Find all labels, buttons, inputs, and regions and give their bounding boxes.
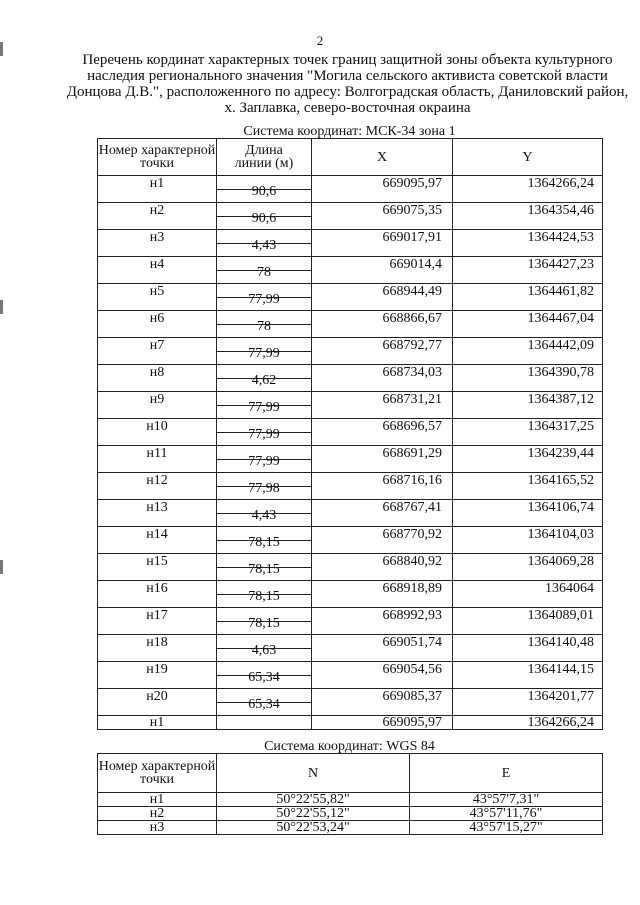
point-number-cell: н1	[98, 716, 217, 730]
line-length-value: 78,15	[248, 534, 280, 550]
point-number-cell: н6	[98, 311, 217, 338]
table-row	[98, 176, 603, 203]
table-row	[98, 392, 603, 419]
table-row	[98, 311, 603, 338]
line-length-cell	[217, 500, 312, 527]
point-number-cell: н16	[98, 581, 217, 608]
line-length-value: 77,99	[248, 453, 280, 469]
point-number-cell: н17	[98, 608, 217, 635]
table-row	[98, 365, 603, 392]
table-row	[98, 807, 603, 821]
header-point-number: Номер характерной точки	[98, 754, 217, 793]
line-length-value: 4,62	[251, 372, 277, 388]
x-coordinate-cell: 668866,67	[312, 311, 453, 338]
x-coordinate-cell: 668992,93	[312, 608, 453, 635]
coordinates-table-wgs84	[97, 753, 603, 835]
line-length-value: 78,15	[248, 615, 280, 631]
y-coordinate-cell: 1364390,78	[453, 365, 603, 392]
x-coordinate-cell: 668918,89	[312, 581, 453, 608]
y-coordinate-cell: 1364106,74	[453, 500, 603, 527]
point-number-cell: н2	[98, 807, 217, 821]
line-length-value: 77,98	[248, 480, 280, 496]
table-row	[98, 230, 603, 257]
table-row	[98, 500, 603, 527]
table-row	[98, 338, 603, 365]
point-number-cell: н2	[98, 203, 217, 230]
line-length-value: 78,15	[248, 561, 280, 577]
line-length-value: 78,15	[248, 588, 280, 604]
point-number-cell: н20	[98, 689, 217, 716]
table-row	[98, 284, 603, 311]
table-row	[98, 257, 603, 284]
table-row	[98, 527, 603, 554]
line-length-value: 78	[257, 264, 271, 280]
line-length-cell	[217, 608, 312, 635]
y-coordinate-cell: 1364467,04	[453, 311, 603, 338]
x-coordinate-cell: 668792,77	[312, 338, 453, 365]
line-length-value: 4,43	[251, 507, 277, 523]
line-length-value: 77,99	[248, 345, 280, 361]
table-row	[98, 554, 603, 581]
line-length-cell	[217, 446, 312, 473]
point-number-cell: н4	[98, 257, 217, 284]
page-number: 2	[316, 33, 324, 48]
line-length-value: 77,99	[248, 426, 280, 442]
line-length-cell	[217, 257, 312, 284]
x-coordinate-cell: 669095,97	[312, 716, 453, 730]
line-length-cell	[217, 527, 312, 554]
y-coordinate-cell: 1364427,23	[453, 257, 603, 284]
point-number-cell: н12	[98, 473, 217, 500]
x-coordinate-cell: 668696,57	[312, 419, 453, 446]
table-row	[98, 608, 603, 635]
x-coordinate-cell: 668767,41	[312, 500, 453, 527]
point-number-cell: н5	[98, 284, 217, 311]
point-number-cell: н14	[98, 527, 217, 554]
point-number-cell: н3	[98, 230, 217, 257]
longitude-cell: 43°57'11,76"	[410, 807, 603, 821]
table-row	[98, 473, 603, 500]
table-row	[98, 581, 603, 608]
latitude-cell: 50°22'55,12"	[217, 807, 410, 821]
coordinates-table-msk34	[97, 138, 603, 730]
x-coordinate-cell: 668944,49	[312, 284, 453, 311]
y-coordinate-cell: 1364201,77	[453, 689, 603, 716]
line-length-value: 4,43	[251, 237, 277, 253]
line-length-cell	[217, 581, 312, 608]
x-coordinate-cell: 668840,92	[312, 554, 453, 581]
line-length-value: 65,34	[248, 669, 280, 685]
line-length-cell	[217, 689, 312, 716]
y-coordinate-cell: 1364165,52	[453, 473, 603, 500]
header-e: E	[410, 754, 603, 793]
x-coordinate-cell: 668731,21	[312, 392, 453, 419]
line-length-cell	[217, 284, 312, 311]
table-row	[98, 446, 603, 473]
x-coordinate-cell: 668770,92	[312, 527, 453, 554]
line-length-cell	[217, 473, 312, 500]
margin-mark	[0, 560, 3, 574]
document-title: Перечень кординат характерных точек границ защитной зоны объекта культурного наследия регионального значения "Могила сельского активиста советской власти Донцова Д.В.", расположенного по адресу: Волгоградская область, Даниловский район, х. Заплавка, северо-восточная окраина	[66, 52, 629, 116]
line-length-cell	[217, 176, 312, 203]
x-coordinate-cell: 669095,97	[312, 176, 453, 203]
y-coordinate-cell: 1364239,44	[453, 446, 603, 473]
line-length-value: 65,34	[248, 696, 280, 712]
line-length-cell	[217, 365, 312, 392]
point-number-cell: н13	[98, 500, 217, 527]
line-length-cell	[217, 716, 312, 730]
x-coordinate-cell: 669075,35	[312, 203, 453, 230]
coordinates-table-body	[98, 176, 603, 730]
y-coordinate-cell: 1364089,01	[453, 608, 603, 635]
x-coordinate-cell: 669054,56	[312, 662, 453, 689]
table-row	[98, 662, 603, 689]
latitude-cell: 50°22'55,82"	[217, 793, 410, 807]
table-row	[98, 793, 603, 807]
header-point-number: Номер характерной точки	[98, 139, 217, 176]
table-row	[98, 689, 603, 716]
point-number-cell: н8	[98, 365, 217, 392]
line-length-cell	[217, 311, 312, 338]
longitude-cell: 43°57'7,31"	[410, 793, 603, 807]
header-y: Y	[453, 139, 603, 176]
point-number-cell: н11	[98, 446, 217, 473]
system-caption-msk34: Система координат: МСК-34 зона 1	[243, 124, 456, 139]
wgs84-table-body	[98, 793, 603, 835]
header-line-length: Длина линии (м)	[217, 139, 312, 176]
x-coordinate-cell: 668691,29	[312, 446, 453, 473]
y-coordinate-cell: 1364424,53	[453, 230, 603, 257]
x-coordinate-cell: 669017,91	[312, 230, 453, 257]
table-row	[98, 716, 603, 730]
point-number-cell: н1	[98, 176, 217, 203]
table-row	[98, 419, 603, 446]
y-coordinate-cell: 1364064	[453, 581, 603, 608]
table-row	[98, 203, 603, 230]
point-number-cell: н9	[98, 392, 217, 419]
y-coordinate-cell: 1364266,24	[453, 716, 603, 730]
line-length-value: 90,6	[251, 210, 277, 226]
x-coordinate-cell: 669085,37	[312, 689, 453, 716]
line-length-cell	[217, 554, 312, 581]
point-number-cell: н3	[98, 821, 217, 835]
latitude-cell: 50°22'53,24"	[217, 821, 410, 835]
line-length-value: 77,99	[248, 291, 280, 307]
point-number-cell: н19	[98, 662, 217, 689]
line-length-cell	[217, 230, 312, 257]
y-coordinate-cell: 1364069,28	[453, 554, 603, 581]
point-number-cell: н18	[98, 635, 217, 662]
x-coordinate-cell: 668716,16	[312, 473, 453, 500]
line-length-value: 90,6	[251, 183, 277, 199]
y-coordinate-cell: 1364387,12	[453, 392, 603, 419]
point-number-cell: н10	[98, 419, 217, 446]
y-coordinate-cell: 1364317,25	[453, 419, 603, 446]
y-coordinate-cell: 1364266,24	[453, 176, 603, 203]
table-row	[98, 635, 603, 662]
line-length-cell	[217, 203, 312, 230]
y-coordinate-cell: 1364140,48	[453, 635, 603, 662]
line-length-value: 77,99	[248, 399, 280, 415]
table-row	[98, 821, 603, 835]
line-length-value: 78	[257, 318, 271, 334]
line-length-cell	[217, 419, 312, 446]
line-length-cell	[217, 338, 312, 365]
y-coordinate-cell: 1364144,15	[453, 662, 603, 689]
system-caption-wgs84: Система координат: WGS 84	[264, 739, 435, 754]
x-coordinate-cell: 668734,03	[312, 365, 453, 392]
longitude-cell: 43°57'15,27"	[410, 821, 603, 835]
line-length-cell	[217, 662, 312, 689]
y-coordinate-cell: 1364104,03	[453, 527, 603, 554]
point-number-cell: н15	[98, 554, 217, 581]
y-coordinate-cell: 1364461,82	[453, 284, 603, 311]
point-number-cell: н7	[98, 338, 217, 365]
y-coordinate-cell: 1364354,46	[453, 203, 603, 230]
x-coordinate-cell: 669014,4	[312, 257, 453, 284]
header-n: N	[217, 754, 410, 793]
x-coordinate-cell: 669051,74	[312, 635, 453, 662]
header-x: X	[312, 139, 453, 176]
line-length-cell	[217, 392, 312, 419]
point-number-cell: н1	[98, 793, 217, 807]
margin-mark	[0, 300, 3, 314]
y-coordinate-cell: 1364442,09	[453, 338, 603, 365]
line-length-value: 4,63	[251, 642, 277, 658]
line-length-cell	[217, 635, 312, 662]
